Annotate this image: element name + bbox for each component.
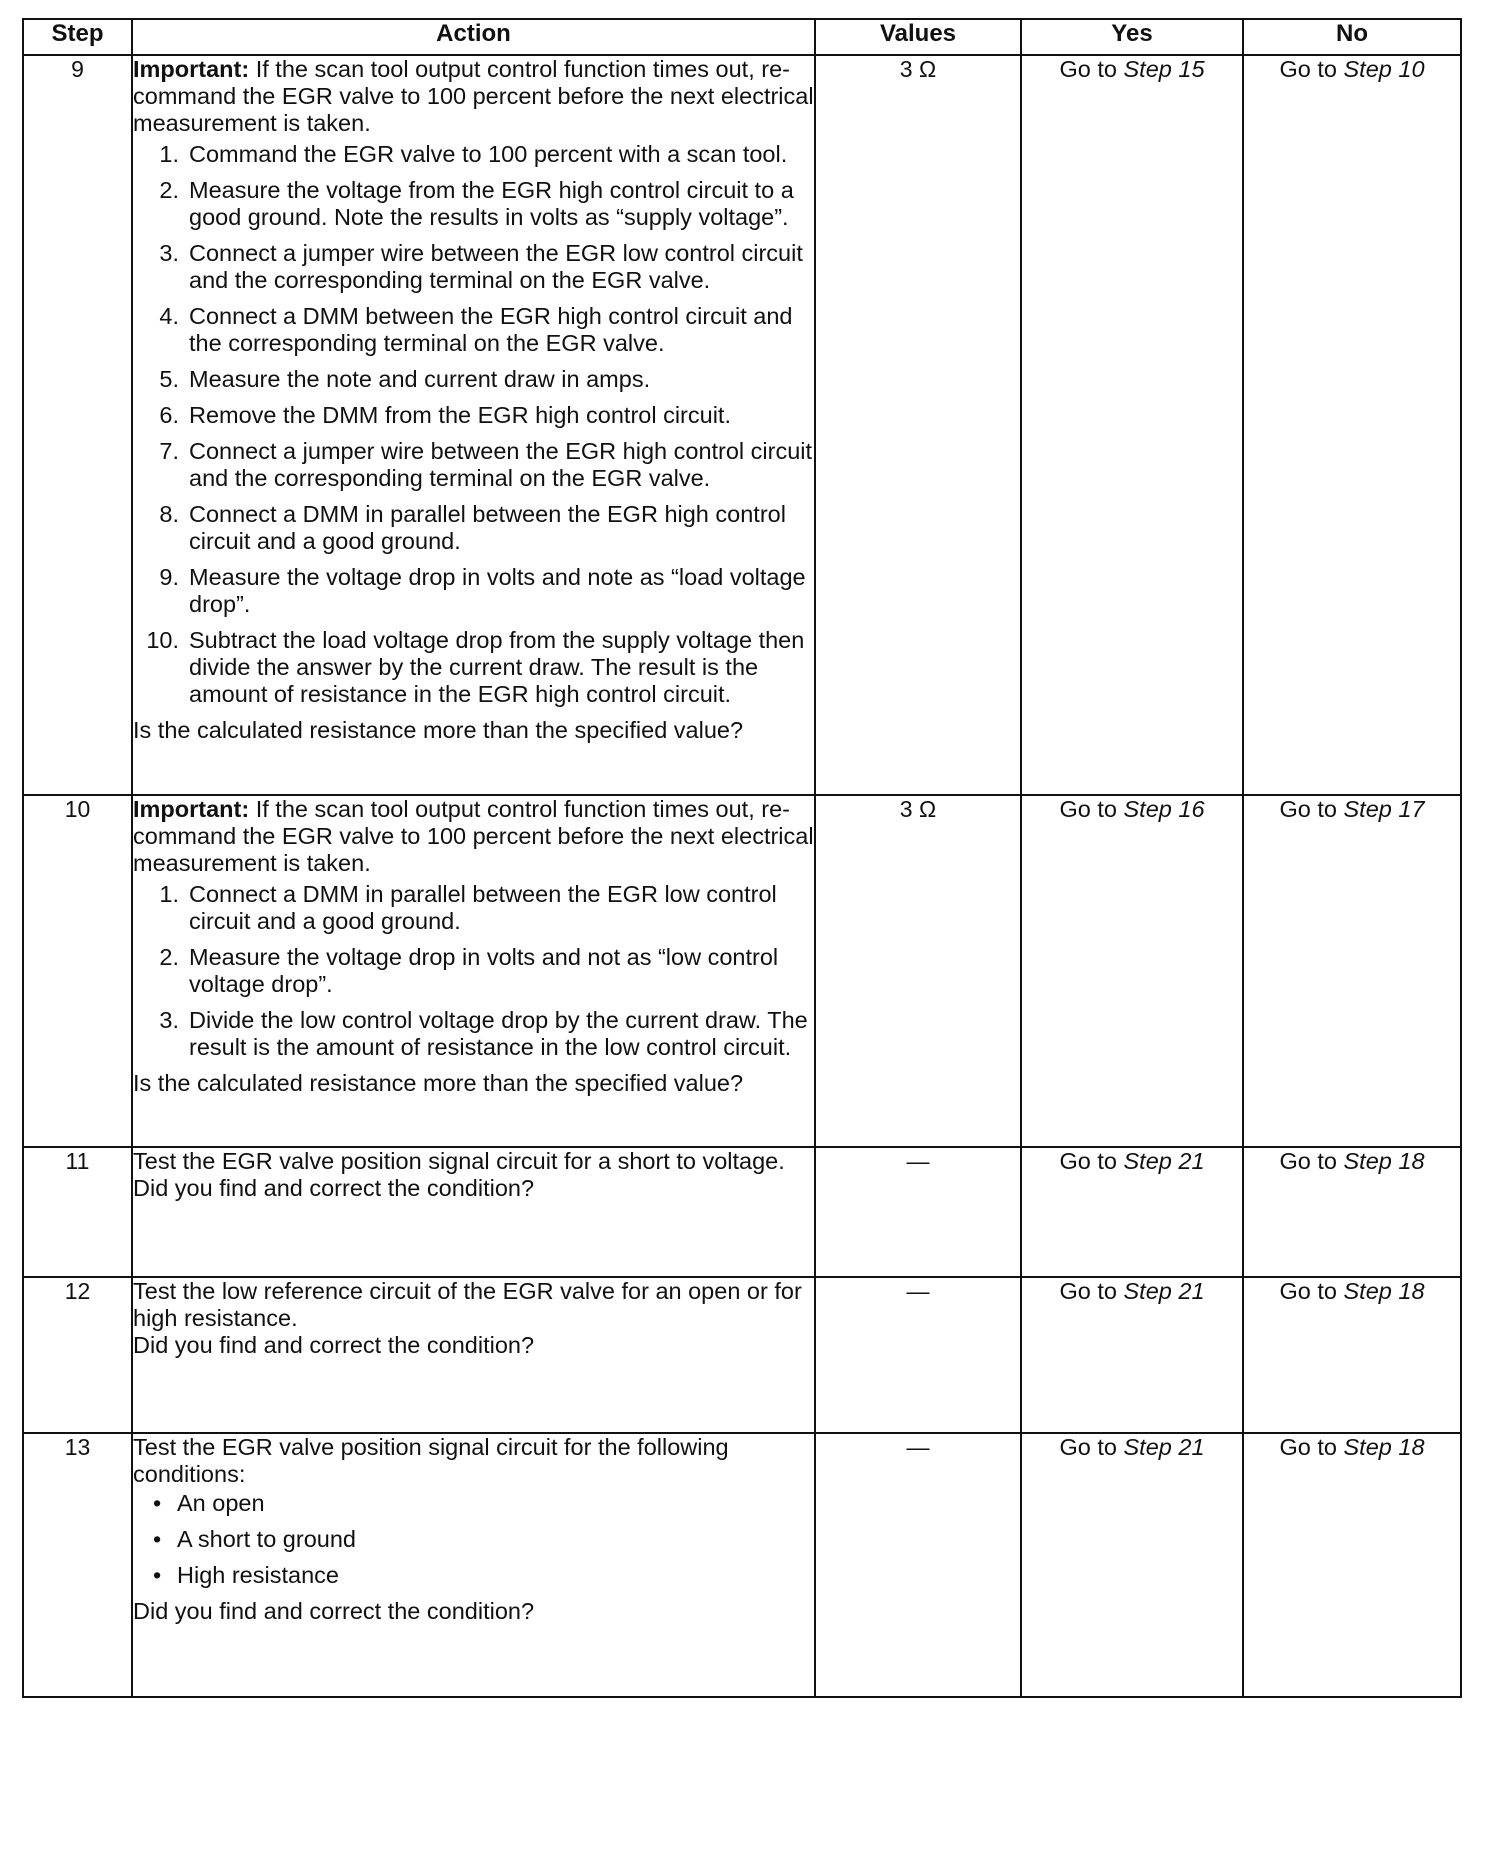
no-step-link[interactable]: Step 10 xyxy=(1343,56,1425,82)
yes-step-link[interactable]: Step 21 xyxy=(1123,1278,1205,1304)
important-label: Important: xyxy=(133,56,250,82)
value-cell: — xyxy=(815,1433,1021,1697)
header-row xyxy=(23,19,1461,55)
yes-cell: Go to Step 21 xyxy=(1021,1147,1243,1277)
header-values: Values xyxy=(815,19,1021,55)
value-cell: — xyxy=(815,1147,1021,1277)
action-text: Test the EGR valve position signal circuit for the following conditions: xyxy=(133,1434,729,1487)
procedure-item: 2. Measure the voltage from the EGR high control circuit to a good ground. Note the results in volts as “supply voltage”. xyxy=(159,177,794,230)
header-action: Action xyxy=(132,19,815,55)
header-step: Step xyxy=(23,19,132,55)
value-cell: — xyxy=(815,1277,1021,1433)
no-step-link[interactable]: Step 18 xyxy=(1343,1278,1425,1304)
value-cell: 3 Ω xyxy=(815,55,1021,795)
condition-item: • High resistance xyxy=(153,1562,339,1588)
no-step-link[interactable]: Step 18 xyxy=(1343,1148,1425,1174)
important-note xyxy=(133,796,814,877)
question-text: Is the calculated resistance more than the specified value? xyxy=(133,717,744,743)
step-row-11 xyxy=(23,1147,1461,1277)
condition-item: • An open xyxy=(153,1490,265,1516)
no-step-link[interactable]: Step 18 xyxy=(1343,1434,1425,1460)
no-cell: Go to Step 18 xyxy=(1243,1433,1461,1697)
procedure-item: 1. Connect a DMM in parallel between the EGR low control circuit and a good ground. xyxy=(159,881,777,934)
procedure-list xyxy=(133,141,814,717)
important-label: Important: xyxy=(133,796,250,822)
procedure-list xyxy=(133,881,814,1070)
procedure-item: 7. Connect a jumper wire between the EGR high control circuit and the corresponding terminal on the EGR valve. xyxy=(159,438,813,491)
no-cell: Go to Step 10 xyxy=(1243,55,1461,795)
procedure-item: 1. Command the EGR valve to 100 percent with a scan tool. xyxy=(159,141,788,167)
step-row-10 xyxy=(23,795,1461,1147)
step-row-13 xyxy=(23,1433,1461,1697)
question-text: Did you find and correct the condition? xyxy=(133,1598,535,1624)
procedure-item: 8. Connect a DMM in parallel between the EGR high control circuit and a good ground. xyxy=(159,501,786,554)
action-cell xyxy=(132,1277,815,1433)
procedure-item: 6. Remove the DMM from the EGR high control circuit. xyxy=(159,402,731,428)
step-row-12 xyxy=(23,1277,1461,1433)
yes-step-link[interactable]: Step 16 xyxy=(1123,796,1205,822)
condition-item: • A short to ground xyxy=(153,1526,356,1552)
procedure-item: 9. Measure the voltage drop in volts and note as “load voltage drop”. xyxy=(159,564,806,617)
action-text: Test the EGR valve position signal circuit for a short to voltage. xyxy=(133,1148,785,1174)
yes-cell: Go to Step 21 xyxy=(1021,1433,1243,1697)
yes-cell: Go to Step 16 xyxy=(1021,795,1243,1147)
important-note xyxy=(133,56,814,137)
action-cell xyxy=(132,795,815,1147)
step-number: 11 xyxy=(23,1147,132,1277)
no-cell: Go to Step 18 xyxy=(1243,1147,1461,1277)
procedure-item: 3. Connect a jumper wire between the EGR low control circuit and the corresponding terminal on the EGR valve. xyxy=(159,240,803,293)
action-cell xyxy=(132,55,815,795)
value-cell: 3 Ω xyxy=(815,795,1021,1147)
step-number: 12 xyxy=(23,1277,132,1433)
yes-step-link[interactable]: Step 15 xyxy=(1123,56,1205,82)
yes-step-link[interactable]: Step 21 xyxy=(1123,1148,1205,1174)
no-cell: Go to Step 17 xyxy=(1243,795,1461,1147)
step-row-9 xyxy=(23,55,1461,795)
action-text: Test the low reference circuit of the EGR valve for an open or for high resistance. xyxy=(133,1278,802,1331)
action-cell xyxy=(132,1433,815,1697)
question-text: Is the calculated resistance more than the specified value? xyxy=(133,1070,744,1096)
procedure-item: 5. Measure the note and current draw in amps. xyxy=(159,366,651,392)
header-no: No xyxy=(1243,19,1461,55)
yes-cell: Go to Step 15 xyxy=(1021,55,1243,795)
question-text: Did you find and correct the condition? xyxy=(133,1332,535,1358)
important-text: If the scan tool output control function times out, re-command the EGR valve to 100 percent before the next electrical measurement is taken. xyxy=(133,56,814,136)
procedure-item: 10. Subtract the load voltage drop from the supply voltage then divide the answer by the current draw. The result is the amount of resistance in the EGR high control circuit. xyxy=(146,627,805,707)
yes-step-link[interactable]: Step 21 xyxy=(1123,1434,1205,1460)
procedure-item: 3. Divide the low control voltage drop by the current draw. The result is the amount of resistance in the low control circuit. xyxy=(159,1007,808,1060)
step-number: 10 xyxy=(23,795,132,1147)
yes-cell: Go to Step 21 xyxy=(1021,1277,1243,1433)
procedure-item: 4. Connect a DMM between the EGR high control circuit and the corresponding terminal on the EGR valve. xyxy=(159,303,793,356)
header-yes: Yes xyxy=(1021,19,1243,55)
no-cell: Go to Step 18 xyxy=(1243,1277,1461,1433)
question-text: Did you find and correct the condition? xyxy=(133,1175,535,1201)
no-step-link[interactable]: Step 17 xyxy=(1343,796,1425,822)
procedure-item: 2. Measure the voltage drop in volts and not as “low control voltage drop”. xyxy=(159,944,779,997)
step-number: 13 xyxy=(23,1433,132,1697)
condition-list xyxy=(133,1490,814,1598)
step-number: 9 xyxy=(23,55,132,795)
important-text: If the scan tool output control function times out, re-command the EGR valve to 100 percent before the next electrical measurement is taken. xyxy=(133,796,814,876)
action-cell xyxy=(132,1147,815,1277)
diagnostic-table xyxy=(22,18,1462,1698)
